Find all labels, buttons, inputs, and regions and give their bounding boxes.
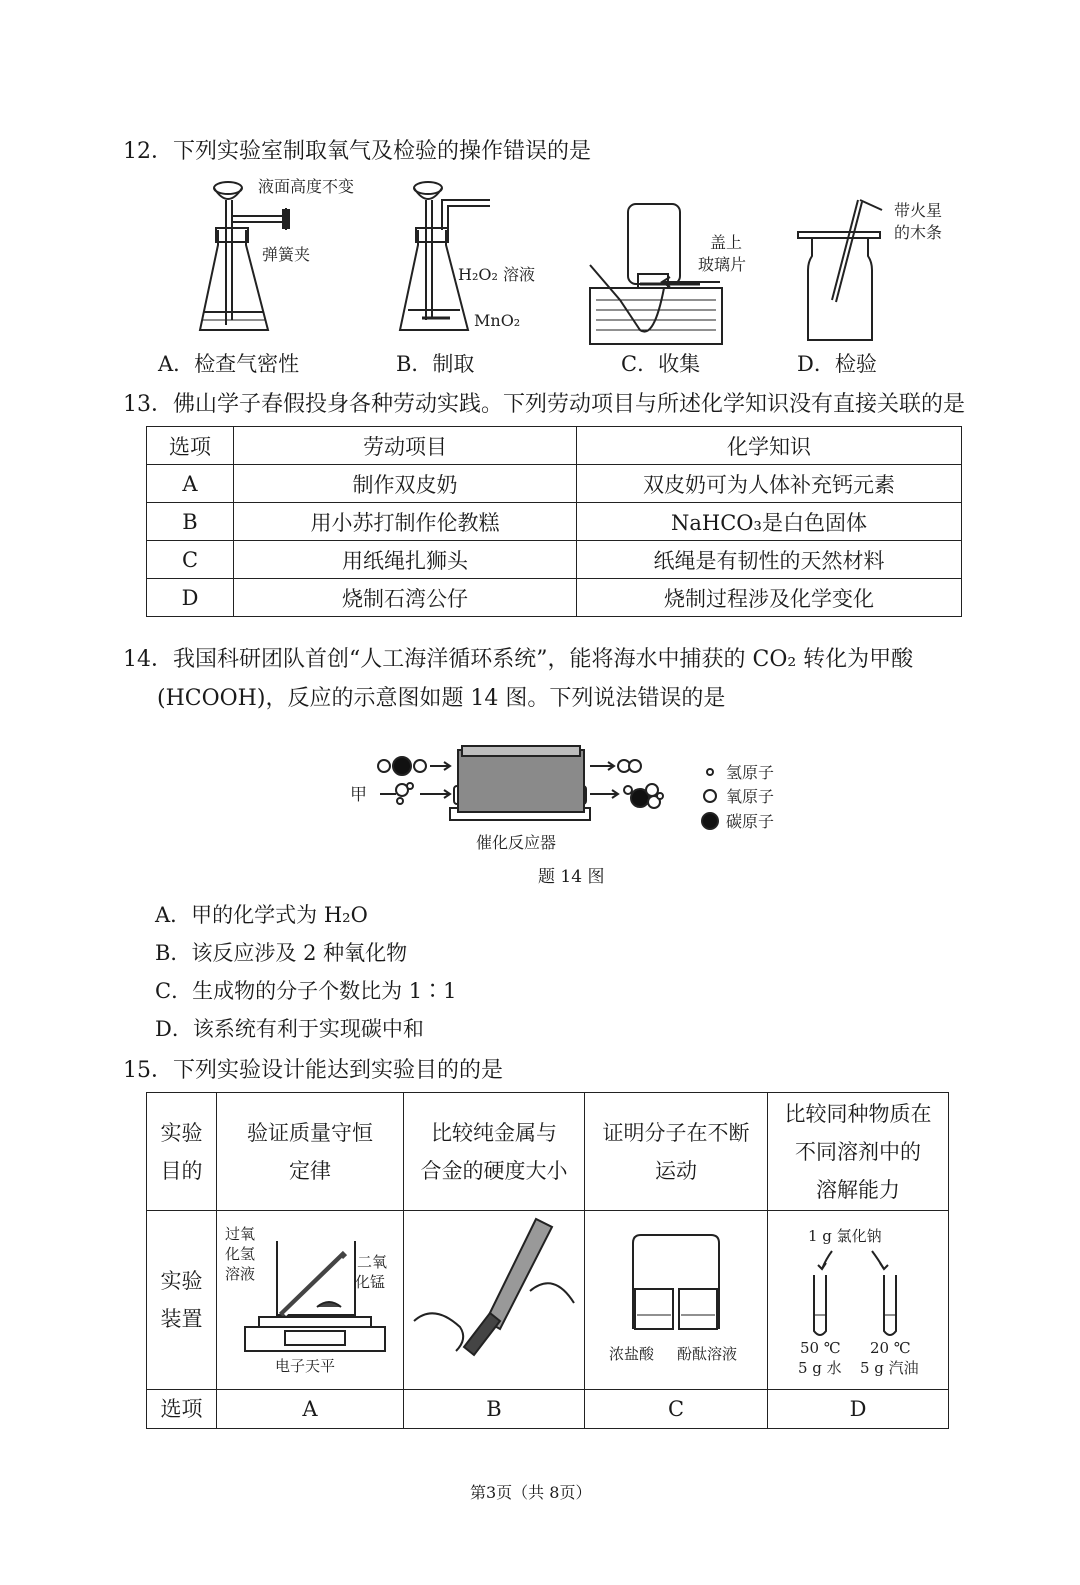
table-row bbox=[147, 465, 962, 503]
label-level: 液面高度不变 bbox=[258, 177, 355, 196]
table-cell: NaHCO₃是白色固体 bbox=[577, 503, 962, 541]
label-cover2: 玻璃片 bbox=[698, 255, 747, 274]
row-header-apparatus: 实验 装置 bbox=[147, 1211, 217, 1390]
oxygen-atom bbox=[414, 760, 426, 772]
table-row bbox=[147, 503, 962, 541]
svg-text:电子天平: 电子天平 bbox=[275, 1357, 336, 1375]
q14-option-d: D．该系统有利于实现碳中和 bbox=[155, 1017, 424, 1041]
row-header-purpose: 实验 目的 bbox=[147, 1093, 217, 1211]
svg-text:50 ℃: 50 ℃ bbox=[800, 1339, 841, 1357]
label-stick1: 带火星 bbox=[894, 201, 943, 220]
table-cell: A bbox=[147, 465, 234, 503]
q15-table bbox=[146, 1092, 949, 1429]
svg-text:二氧: 二氧 bbox=[357, 1253, 388, 1271]
table-row bbox=[147, 1390, 949, 1429]
label-h2o2: H₂O₂ 溶液 bbox=[458, 265, 535, 284]
header-knowledge: 化学知识 bbox=[577, 427, 962, 465]
table-row bbox=[147, 541, 962, 579]
table-cell: 烧制过程涉及化学变化 bbox=[577, 579, 962, 617]
svg-text:1 g 氯化钠: 1 g 氯化钠 bbox=[808, 1227, 882, 1245]
table-cell: 用小苏打制作伦教糕 bbox=[234, 503, 577, 541]
q13-table bbox=[146, 426, 962, 617]
svg-text:5 g 水: 5 g 水 bbox=[798, 1359, 842, 1377]
option-d: D bbox=[768, 1390, 949, 1429]
label-stick2: 的木条 bbox=[894, 223, 943, 242]
reactor-label: 催化反应器 bbox=[476, 833, 557, 852]
test-apparatus bbox=[798, 200, 882, 340]
header-labor: 劳动项目 bbox=[234, 427, 577, 465]
q13-stem: 13．佛山学子春假投身各种劳动实践。下列劳动项目与所述化学知识没有直接关联的是 bbox=[123, 392, 965, 417]
label-cover1: 盖上 bbox=[710, 233, 743, 252]
svg-text:20 ℃: 20 ℃ bbox=[870, 1339, 911, 1357]
purpose-a: 验证质量守恒 定律 bbox=[217, 1093, 404, 1211]
label-mno2: MnO₂ bbox=[474, 311, 521, 330]
svg-text:化锰: 化锰 bbox=[355, 1273, 386, 1291]
solubility-setup-icon bbox=[768, 1211, 948, 1377]
table-cell: C bbox=[147, 541, 234, 579]
svg-text:溶液: 溶液 bbox=[225, 1265, 256, 1283]
table-row bbox=[147, 1093, 949, 1211]
production-apparatus bbox=[400, 182, 490, 330]
apparatus-b bbox=[404, 1211, 585, 1390]
svg-text:过氧: 过氧 bbox=[225, 1225, 256, 1243]
jia-label: 甲 bbox=[350, 785, 367, 805]
table-cell: 用纸绳扎狮头 bbox=[234, 541, 577, 579]
table-row bbox=[147, 579, 962, 617]
header-option: 选项 bbox=[147, 427, 234, 465]
page-footer: 第3页（共 8页） bbox=[470, 1483, 592, 1502]
table-cell: 双皮奶可为人体补充钙元素 bbox=[577, 465, 962, 503]
q12-figures bbox=[150, 170, 990, 350]
purpose-b: 比较纯金属与 合金的硬度大小 bbox=[404, 1093, 585, 1211]
apparatus-c bbox=[585, 1211, 768, 1390]
legend-oxygen: 氧原子 bbox=[726, 787, 775, 806]
table-header-row bbox=[147, 427, 962, 465]
oxygen-atom bbox=[378, 760, 390, 772]
legend-carbon: 碳原子 bbox=[726, 812, 775, 831]
carbon-atom bbox=[393, 757, 411, 775]
q12-option-b: B．制取 bbox=[396, 352, 475, 376]
q14-stem-line1: 14．我国科研团队首创“人工海洋循环系统”，能将海水中捕获的 CO₂ 转化为甲酸 bbox=[123, 647, 914, 672]
svg-text:酚酞溶液: 酚酞溶液 bbox=[677, 1345, 738, 1363]
reactor-icon bbox=[450, 746, 590, 820]
svg-text:浓盐酸: 浓盐酸 bbox=[609, 1345, 655, 1363]
label-clamp: 弹簧夹 bbox=[262, 245, 311, 264]
apparatus-d bbox=[768, 1211, 949, 1390]
svg-text:化氢: 化氢 bbox=[225, 1245, 256, 1263]
option-c: C bbox=[585, 1390, 768, 1429]
q15-stem: 15．下列实验设计能达到实验目的的是 bbox=[123, 1058, 503, 1083]
q14-stem-line2: (HCOOH)，反应的示意图如题 14 图。下列说法错误的是 bbox=[157, 686, 726, 711]
purpose-d: 比较同种物质在 不同溶剂中的 溶解能力 bbox=[768, 1093, 949, 1211]
q14-figure-caption: 题 14 图 bbox=[538, 867, 605, 887]
molecule-motion-icon bbox=[585, 1211, 767, 1377]
q12-option-a: A．检查气密性 bbox=[158, 352, 300, 376]
table-cell: 纸绳是有韧性的天然材料 bbox=[577, 541, 962, 579]
balance-setup-icon bbox=[217, 1211, 403, 1377]
q14-diagram bbox=[340, 738, 800, 853]
table-cell: D bbox=[147, 579, 234, 617]
q14-option-a: A．甲的化学式为 H₂O bbox=[155, 903, 368, 927]
q14-option-c: C．生成物的分子个数比为 1∶1 bbox=[155, 979, 457, 1003]
table-cell: B bbox=[147, 503, 234, 541]
collection-apparatus bbox=[590, 204, 722, 344]
table-cell: 制作双皮奶 bbox=[234, 465, 577, 503]
option-b: B bbox=[404, 1390, 585, 1429]
q14-option-b: B．该反应涉及 2 种氧化物 bbox=[155, 941, 408, 965]
purpose-c: 证明分子在不断 运动 bbox=[585, 1093, 768, 1211]
legend-hydrogen: 氢原子 bbox=[726, 763, 775, 782]
table-row bbox=[147, 1211, 949, 1390]
q12-option-c: C．收集 bbox=[621, 352, 701, 376]
q12-stem: 12．下列实验室制取氧气及检验的操作错误的是 bbox=[123, 139, 591, 164]
scratch-test-icon bbox=[404, 1211, 584, 1377]
option-a: A bbox=[217, 1390, 404, 1429]
apparatus-a bbox=[217, 1211, 404, 1390]
table-cell: 烧制石湾公仔 bbox=[234, 579, 577, 617]
svg-text:5 g 汽油: 5 g 汽油 bbox=[860, 1359, 919, 1377]
row-header-option: 选项 bbox=[147, 1390, 217, 1429]
q12-option-d: D．检验 bbox=[797, 352, 877, 376]
